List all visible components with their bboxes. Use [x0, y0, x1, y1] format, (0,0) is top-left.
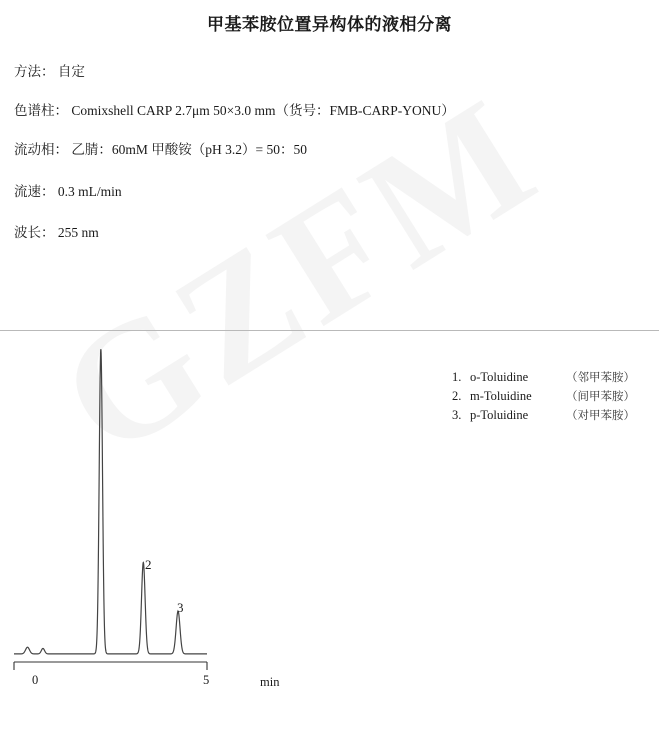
legend-name-1: o-Toluidine — [470, 370, 529, 384]
wavelength-label: 波长： — [14, 225, 55, 240]
mobile-phase-value: 乙腈：60mM 甲酸铵（pH 3.2）= 50：50 — [71, 142, 307, 157]
method-row-wavelength — [14, 221, 99, 241]
flow-rate-label: 流速： — [14, 184, 55, 199]
wavelength-value: 255 nm — [57, 225, 99, 240]
flow-rate-value: 0.3 mL/min — [57, 184, 122, 199]
peak-legend — [452, 368, 635, 425]
method-label: 方法： — [14, 64, 55, 79]
peak-label-2: 2 — [145, 557, 152, 572]
legend-cn-2: （间甲苯胺） — [566, 391, 635, 403]
legend-cn-3: （对甲苯胺） — [566, 410, 635, 422]
method-row-method — [14, 60, 85, 80]
page-title: 甲基苯胺位置异构体的液相分离 — [207, 15, 452, 34]
method-row-flow-rate — [14, 180, 122, 200]
legend-item-2 — [452, 387, 635, 406]
x-axis-unit: min — [260, 675, 280, 689]
legend-number-3: 3. — [452, 408, 462, 422]
legend-cn-1: （邻甲苯胺） — [566, 372, 635, 384]
column-value: Comixshell CARP 2.7μm 50×3.0 mm（货号：FMB-CARP-YONU） — [71, 103, 455, 118]
legend-item-3 — [452, 406, 635, 425]
legend-name-3: p-Toluidine — [470, 408, 529, 422]
method-value: 自定 — [57, 64, 85, 79]
legend-number-2: 2. — [452, 389, 462, 403]
column-label: 色谱柱： — [14, 103, 68, 118]
legend-item-1 — [452, 368, 635, 387]
legend-name-2: m-Toluidine — [470, 389, 532, 403]
x-tick-label-5: 5 — [203, 673, 210, 687]
method-row-mobile-phase — [14, 138, 307, 158]
method-row-column — [14, 99, 455, 119]
x-tick-label-0: 0 — [32, 673, 39, 687]
peak-label-3: 3 — [177, 600, 184, 615]
mobile-phase-label: 流动相： — [14, 142, 68, 157]
legend-number-1: 1. — [452, 370, 462, 384]
chromatogram — [0, 330, 659, 710]
